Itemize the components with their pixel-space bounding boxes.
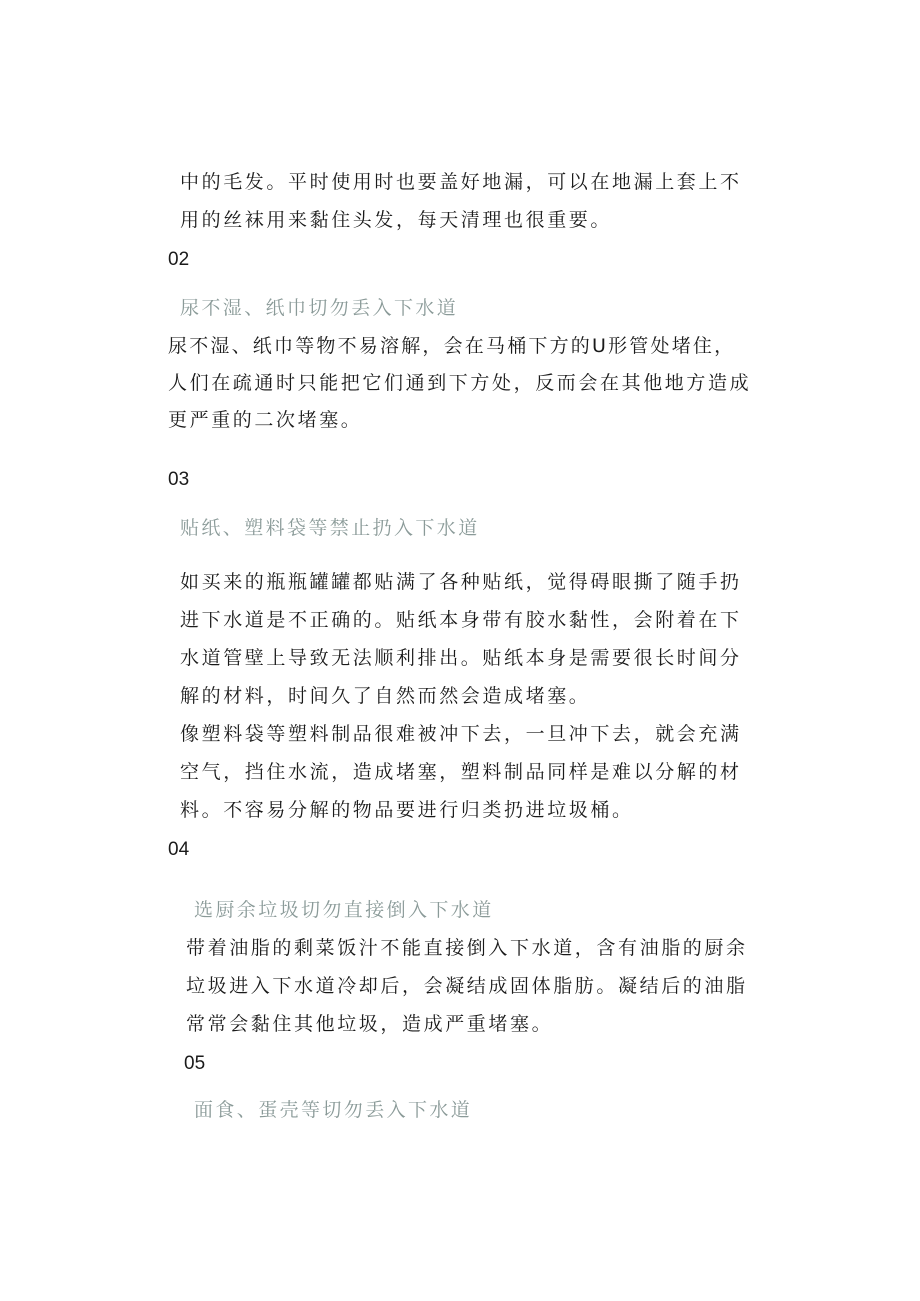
- body-line: 带着油脂的剩菜饭汁不能直接倒入下水道，含有油脂的厨余: [186, 937, 748, 959]
- body-line: 尿不湿、纸巾等物不易溶解，会在马桶下方的U形管处堵住，: [168, 335, 736, 357]
- intro-line: 用的丝袜用来黏住头发，每天清理也很重要。: [180, 209, 613, 231]
- section-heading: 尿不湿、纸巾切勿丢入下水道: [180, 297, 459, 319]
- section-number: 04: [168, 839, 190, 860]
- body-line: 解的材料，时间久了自然而然会造成堵塞。: [180, 685, 591, 707]
- body-line: 如买来的瓶瓶罐罐都贴满了各种贴纸，觉得碍眼撕了随手扔: [180, 571, 742, 593]
- section-number: 05: [184, 1053, 206, 1074]
- section-heading: 选厨余垃圾切勿直接倒入下水道: [194, 899, 494, 921]
- body-line: 料。不容易分解的物品要进行归类扔进垃圾桶。: [180, 799, 634, 821]
- body-line: 人们在疏通时只能把它们通到下方处，反而会在其他地方造成: [168, 372, 752, 394]
- section-number: 03: [168, 469, 190, 490]
- body-line: 像塑料袋等塑料制品很难被冲下去，一旦冲下去，就会充满: [180, 723, 742, 745]
- body-line: 水道管壁上导致无法顺利排出。贴纸本身是需要很长时间分: [180, 647, 742, 669]
- intro-line: 中的毛发。平时使用时也要盖好地漏，可以在地漏上套上不: [180, 171, 742, 193]
- section-heading: 面食、蛋壳等切勿丢入下水道: [194, 1099, 473, 1121]
- body-line: 空气，挡住水流，造成堵塞，塑料制品同样是难以分解的材: [180, 761, 742, 783]
- section-number: 02: [168, 249, 190, 270]
- body-line: 更严重的二次堵塞。: [168, 409, 363, 431]
- body-line: 常常会黏住其他垃圾，造成严重堵塞。: [186, 1013, 554, 1035]
- body-line: 进下水道是不正确的。贴纸本身带有胶水黏性，会附着在下: [180, 609, 742, 631]
- section-heading: 贴纸、塑料袋等禁止扔入下水道: [180, 517, 480, 539]
- body-line: 垃圾进入下水道冷却后，会凝结成固体脂肪。凝结后的油脂: [186, 975, 748, 997]
